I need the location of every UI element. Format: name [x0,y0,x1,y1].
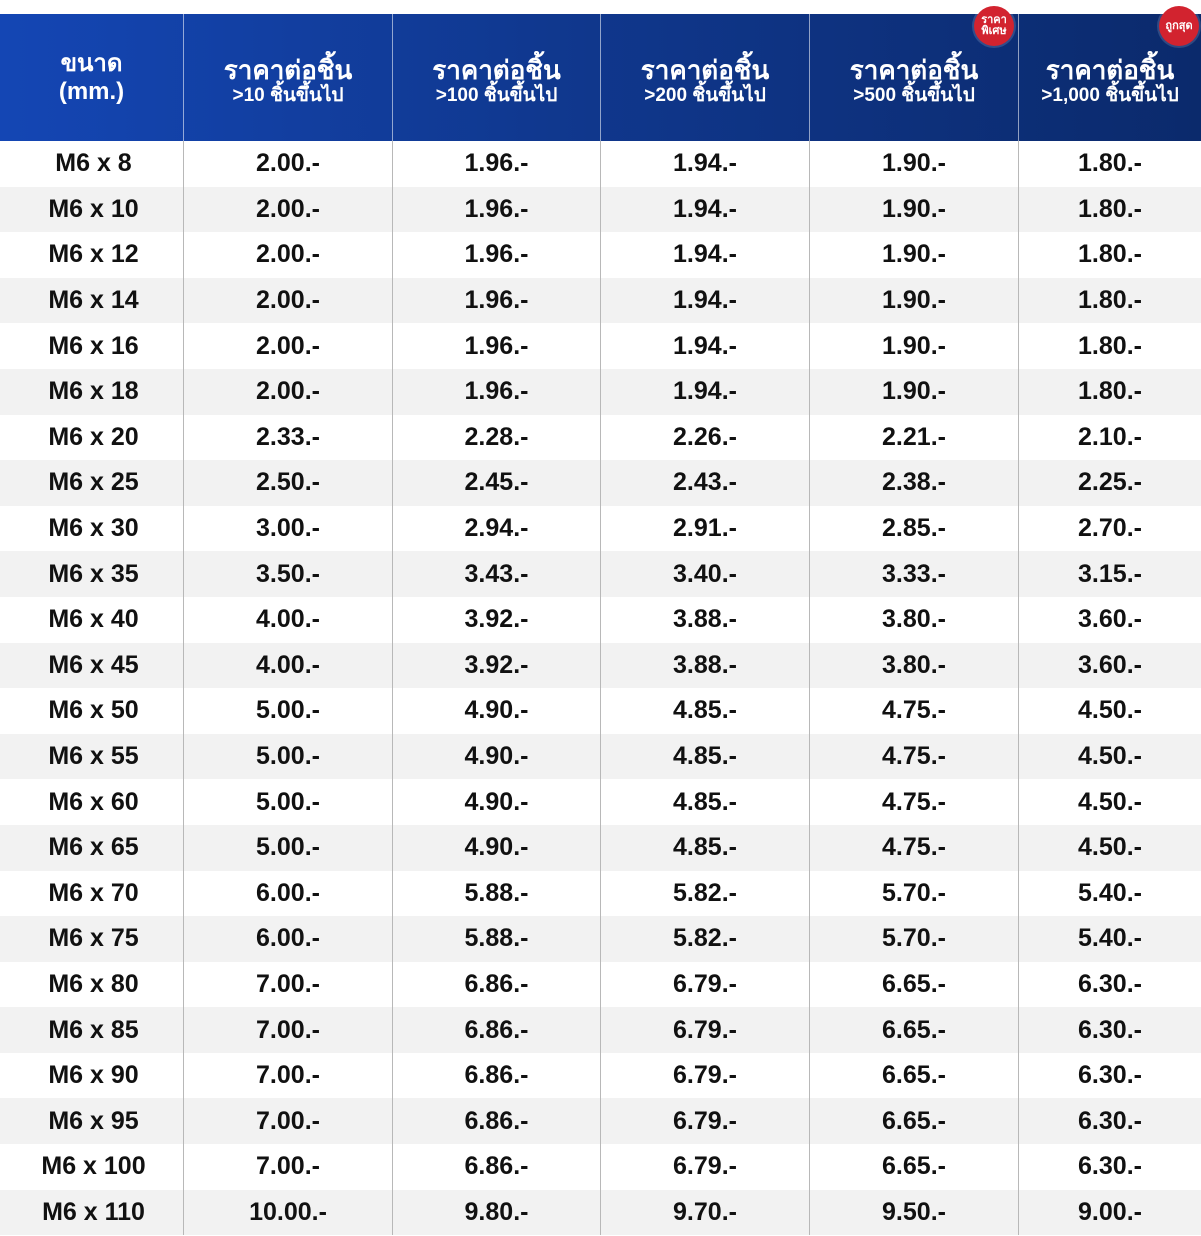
price-cell: 1.94.- [601,187,810,233]
header-title: ราคาต่อชิ้น [849,54,979,85]
size-cell: M6 x 80 [0,962,184,1008]
price-cell: 5.70.- [810,871,1019,917]
price-cell: 6.79.- [601,1098,810,1144]
table-row [0,1053,1201,1099]
size-cell: M6 x 8 [0,141,184,187]
header-title: ราคาต่อชิ้น [640,54,770,85]
size-cell: M6 x 35 [0,551,184,597]
header-size-label: ขนาด [60,49,123,77]
table-row [0,916,1201,962]
price-cell: 4.85.- [601,779,810,825]
header-title: ราคาต่อชิ้น [223,54,353,85]
price-cell: 6.30.- [1078,969,1142,998]
table-row [0,779,1201,825]
price-cell: 2.00.- [184,369,393,415]
price-cell: 3.00.- [184,506,393,552]
price-cell: 6.65.- [810,1053,1019,1099]
price-cell: 2.00.- [184,278,393,324]
price-cell: 6.65.- [810,1007,1019,1053]
price-cell: 3.60.- [1078,650,1142,679]
price-cell: 1.80.- [1078,286,1142,315]
price-cell: 5.70.- [810,916,1019,962]
header-sub: >200 ชิ้นขึ้นไป [644,84,766,106]
price-cell: 2.25.- [1078,468,1142,497]
price-cell: 4.90.- [393,825,601,871]
price-cell: 6.86.- [393,962,601,1008]
price-cell: 4.90.- [393,779,601,825]
price-cell: 7.00.- [184,1007,393,1053]
price-cell: 5.82.- [601,871,810,917]
price-cell: 3.40.- [601,551,810,597]
table-header [0,14,1201,141]
price-cell: 2.10.- [1078,422,1142,451]
table-row [0,962,1201,1008]
size-cell: M6 x 25 [0,460,184,506]
table-row [0,369,1201,415]
price-cell: 6.30.- [1078,1152,1142,1181]
table-row [0,1007,1201,1053]
price-cell: 5.00.- [184,779,393,825]
table-row [0,643,1201,689]
price-cell: 2.00.- [184,232,393,278]
price-cell: 6.00.- [184,871,393,917]
price-cell: 6.79.- [601,962,810,1008]
price-cell: 9.70.- [601,1190,810,1236]
price-cell: 4.75.- [810,688,1019,734]
header-tier-500 [810,14,1019,141]
price-cell: 6.86.- [393,1007,601,1053]
table-row [0,1144,1201,1190]
size-cell: M6 x 50 [0,688,184,734]
price-cell: 2.85.- [810,506,1019,552]
price-cell: 1.90.- [810,232,1019,278]
price-cell: 4.00.- [184,597,393,643]
price-cell: 3.92.- [393,643,601,689]
header-size-unit: (mm.) [58,77,125,105]
price-cell: 5.00.- [184,734,393,780]
price-cell: 3.80.- [810,643,1019,689]
price-cell: 6.79.- [601,1053,810,1099]
header-sub: >100 ชิ้นขึ้นไป [435,84,558,106]
price-cell: 4.75.- [810,734,1019,780]
table-row [0,506,1201,552]
badge-text: ราคา [981,14,1007,26]
header-tier-200 [601,14,810,141]
price-cell: 5.00.- [184,825,393,871]
price-cell: 1.96.- [393,369,601,415]
header-sub: >10 ชิ้นขึ้นไป [232,84,344,106]
price-cell: 5.00.- [184,688,393,734]
price-cell: 1.94.- [601,278,810,324]
table-row [0,323,1201,369]
size-cell: M6 x 100 [0,1144,184,1190]
table-row [0,232,1201,278]
size-cell: M6 x 60 [0,779,184,825]
price-cell: 1.90.- [810,323,1019,369]
header-title: ราคาต่อชิ้น [432,54,561,85]
price-cell: 4.50.- [1078,833,1142,862]
price-cell: 6.65.- [810,1144,1019,1190]
price-cell: 1.80.- [1078,149,1142,178]
price-cell: 2.21.- [810,415,1019,461]
price-cell: 7.00.- [184,1144,393,1190]
size-cell: M6 x 85 [0,1007,184,1053]
price-cell: 2.91.- [601,506,810,552]
price-cell: 1.90.- [810,278,1019,324]
price-cell: 3.88.- [601,597,810,643]
badge-text: ถูกสุด [1165,19,1193,32]
size-cell: M6 x 75 [0,916,184,962]
price-cell: 3.43.- [393,551,601,597]
table-row [0,1190,1201,1236]
price-cell: 1.96.- [393,187,601,233]
size-cell: M6 x 65 [0,825,184,871]
table-row [0,415,1201,461]
price-cell: 2.00.- [184,141,393,187]
price-cell: 5.40.- [1078,878,1142,907]
table-row [0,688,1201,734]
price-cell: 2.70.- [1078,514,1142,543]
price-cell: 1.96.- [393,278,601,324]
table-row [0,1098,1201,1144]
table-row [0,278,1201,324]
size-cell: M6 x 18 [0,369,184,415]
size-cell: M6 x 30 [0,506,184,552]
header-tier-10 [184,14,393,141]
table-row [0,597,1201,643]
table-row [0,825,1201,871]
header-sub: >1,000 ชิ้นขึ้นไป [1041,84,1179,106]
table-row [0,141,1201,187]
price-cell: 4.75.- [810,779,1019,825]
size-cell: M6 x 16 [0,323,184,369]
price-cell: 1.94.- [601,141,810,187]
price-cell: 4.90.- [393,734,601,780]
price-cell: 7.00.- [184,1098,393,1144]
table-row [0,871,1201,917]
size-cell: M6 x 40 [0,597,184,643]
price-cell: 6.30.- [1078,1061,1142,1090]
price-cell: 1.94.- [601,369,810,415]
size-cell: M6 x 95 [0,1098,184,1144]
price-cell: 7.00.- [184,962,393,1008]
price-cell: 9.50.- [810,1190,1019,1236]
price-cell: 6.86.- [393,1053,601,1099]
price-cell: 4.90.- [393,688,601,734]
price-cell: 9.80.- [393,1190,601,1236]
price-cell: 3.50.- [184,551,393,597]
price-cell: 7.00.- [184,1053,393,1099]
price-cell: 1.96.- [393,323,601,369]
price-cell: 3.33.- [810,551,1019,597]
price-cell: 4.85.- [601,825,810,871]
price-cell: 2.00.- [184,187,393,233]
price-cell: 5.88.- [393,871,601,917]
badge-text: พิเศษ [981,25,1007,37]
price-cell: 2.94.- [393,506,601,552]
price-cell: 2.50.- [184,460,393,506]
header-size [0,14,184,141]
size-cell: M6 x 14 [0,278,184,324]
price-cell: 5.40.- [1078,924,1142,953]
price-cell: 4.00.- [184,643,393,689]
price-cell: 1.90.- [810,369,1019,415]
price-cell: 2.33.- [184,415,393,461]
price-cell: 6.30.- [1078,1106,1142,1135]
price-cell: 4.50.- [1078,742,1142,771]
price-cell: 6.86.- [393,1144,601,1190]
size-cell: M6 x 70 [0,871,184,917]
price-cell: 6.65.- [810,962,1019,1008]
price-cell: 9.00.- [1078,1197,1142,1226]
price-cell: 6.30.- [1078,1015,1142,1044]
price-cell: 3.15.- [1078,559,1142,588]
price-cell: 1.80.- [1078,331,1142,360]
table-row [0,460,1201,506]
price-cell: 2.28.- [393,415,601,461]
price-cell: 6.65.- [810,1098,1019,1144]
price-cell: 3.92.- [393,597,601,643]
price-cell: 1.80.- [1078,377,1142,406]
special-price-badge [974,6,1014,46]
price-cell: 2.26.- [601,415,810,461]
size-cell: M6 x 20 [0,415,184,461]
price-cell: 1.80.- [1078,194,1142,223]
price-cell: 1.90.- [810,187,1019,233]
price-cell: 4.75.- [810,825,1019,871]
price-cell: 6.79.- [601,1007,810,1053]
price-cell: 1.90.- [810,141,1019,187]
price-cell: 2.38.- [810,460,1019,506]
price-cell: 4.85.- [601,688,810,734]
price-cell: 2.45.- [393,460,601,506]
price-cell: 5.88.- [393,916,601,962]
table-row [0,187,1201,233]
cheapest-badge [1159,6,1199,46]
price-cell: 3.80.- [810,597,1019,643]
price-cell: 4.50.- [1078,696,1142,725]
size-cell: M6 x 90 [0,1053,184,1099]
price-cell: 1.94.- [601,232,810,278]
price-cell: 6.00.- [184,916,393,962]
price-cell: 5.82.- [601,916,810,962]
size-cell: M6 x 110 [0,1190,184,1236]
price-cell: 3.88.- [601,643,810,689]
size-cell: M6 x 10 [0,187,184,233]
price-cell: 3.60.- [1078,605,1142,634]
price-cell: 2.43.- [601,460,810,506]
price-cell: 4.50.- [1078,787,1142,816]
size-cell: M6 x 55 [0,734,184,780]
header-sub: >500 ชิ้นขึ้นไป [853,84,975,106]
price-cell: 6.86.- [393,1098,601,1144]
price-cell: 6.79.- [601,1144,810,1190]
price-cell: 1.94.- [601,323,810,369]
price-cell: 1.96.- [393,141,601,187]
price-cell: 10.00.- [184,1190,393,1236]
price-cell: 1.80.- [1078,240,1142,269]
size-cell: M6 x 45 [0,643,184,689]
header-tier-100 [393,14,601,141]
price-cell: 1.96.- [393,232,601,278]
header-title: ราคาต่อชิ้น [1045,54,1175,85]
size-cell: M6 x 12 [0,232,184,278]
price-cell: 2.00.- [184,323,393,369]
table-body [0,141,1201,1236]
table-row [0,734,1201,780]
table-row [0,551,1201,597]
header-tier-1000 [1019,14,1201,141]
price-cell: 4.85.- [601,734,810,780]
